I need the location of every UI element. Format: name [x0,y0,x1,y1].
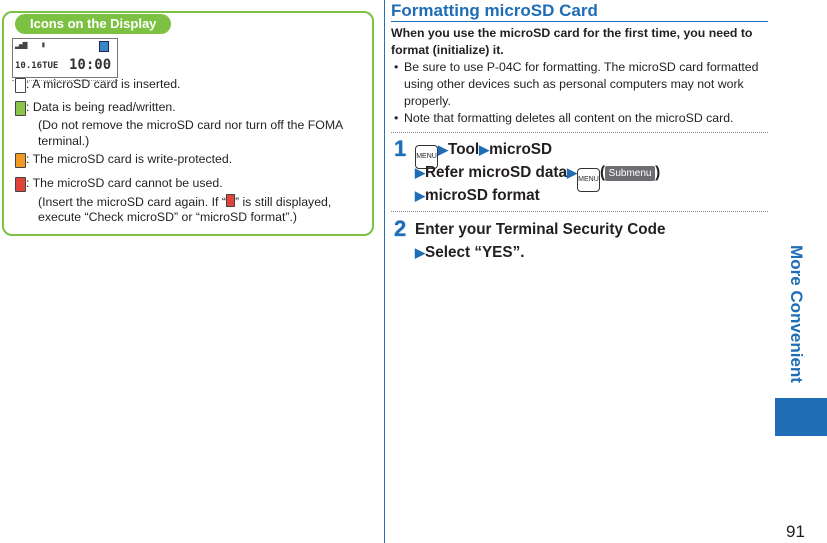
step-2-line-1: Enter your Terminal Security Code [415,221,666,238]
legend-text: : Data is being read/written. [26,100,176,114]
dotted-divider [391,132,768,133]
screen-date: 10.16TUE [15,61,59,71]
section-intro: When you use the microSD card for the first time, you need to format (initialize) it. [391,26,753,57]
side-chapter-text: More Convenient [787,245,806,383]
arrow-icon: ▶ [415,188,425,203]
step-text: Select “YES”. [425,244,525,261]
legend-subtext [38,194,331,211]
arrow-icon: ▶ [415,245,425,260]
legend-text: : A microSD card is inserted. [26,77,181,91]
menu-key-icon: MENU [577,168,600,192]
bullet-mark: • [394,111,399,125]
display-screen-sample [12,38,118,78]
legend-subtext-part: ” is still displayed, [234,195,332,209]
step-number: 1 [394,136,407,161]
microsd-status-icon [99,41,109,52]
step-text: ) [655,164,661,181]
step-1-line-3 [415,185,540,206]
submenu-softkey: Submenu [605,166,655,181]
section-title: Formatting microSD Card [391,1,598,20]
step-text: Refer microSD data [425,164,567,181]
screen-clock: 10:00 [69,57,112,73]
arrow-icon: ▶ [479,142,490,157]
microsd-read-write-icon [15,101,26,116]
title-underline [391,21,768,22]
bullet-text: Be sure to use P-04C for formatting. The microSD card formatted using other devices such as personal computers may not work properly. [404,60,759,108]
column-divider [384,0,385,543]
step-2-line-2 [415,242,524,263]
legend-subtext: terminal.) [38,134,90,148]
microsd-unusable-icon [15,177,26,192]
box-tab-label: Icons on the Display [15,14,171,34]
legend-subtext: (Do not remove the microSD card nor turn off the FOMA [38,118,344,132]
signal-icon: ▂▄▆ [15,40,27,49]
page-number: 91 [786,522,805,541]
legend-subtext: execute “Check microSD” or “microSD format”.) [38,210,297,224]
antenna-icon: ▮ [41,40,46,49]
bullet-text: Note that formatting deletes all content on the microSD card. [404,111,734,125]
microsd-inserted-icon [15,78,26,93]
chapter-tab-block [775,398,827,436]
bullet-mark: • [394,60,399,74]
step-text: Tool [448,141,480,158]
step-number: 2 [394,216,407,241]
legend-subtext-part: (Insert the microSD card again. If “ [38,195,226,209]
side-chapter-label [784,232,808,396]
dotted-divider [391,211,768,212]
step-text: ( [599,164,606,181]
menu-key-icon: MENU [415,145,438,169]
legend-text: : The microSD card cannot be used. [26,176,223,190]
legend-text: : The microSD card is write-protected. [26,152,233,166]
step-text: microSD format [425,187,540,204]
arrow-icon: ▶ [566,165,577,180]
microsd-write-protected-icon [15,153,26,168]
microsd-unusable-inline-icon [226,194,235,207]
arrow-icon: ▶ [415,165,425,180]
step-text: microSD [489,141,553,158]
arrow-icon: ▶ [438,142,448,157]
